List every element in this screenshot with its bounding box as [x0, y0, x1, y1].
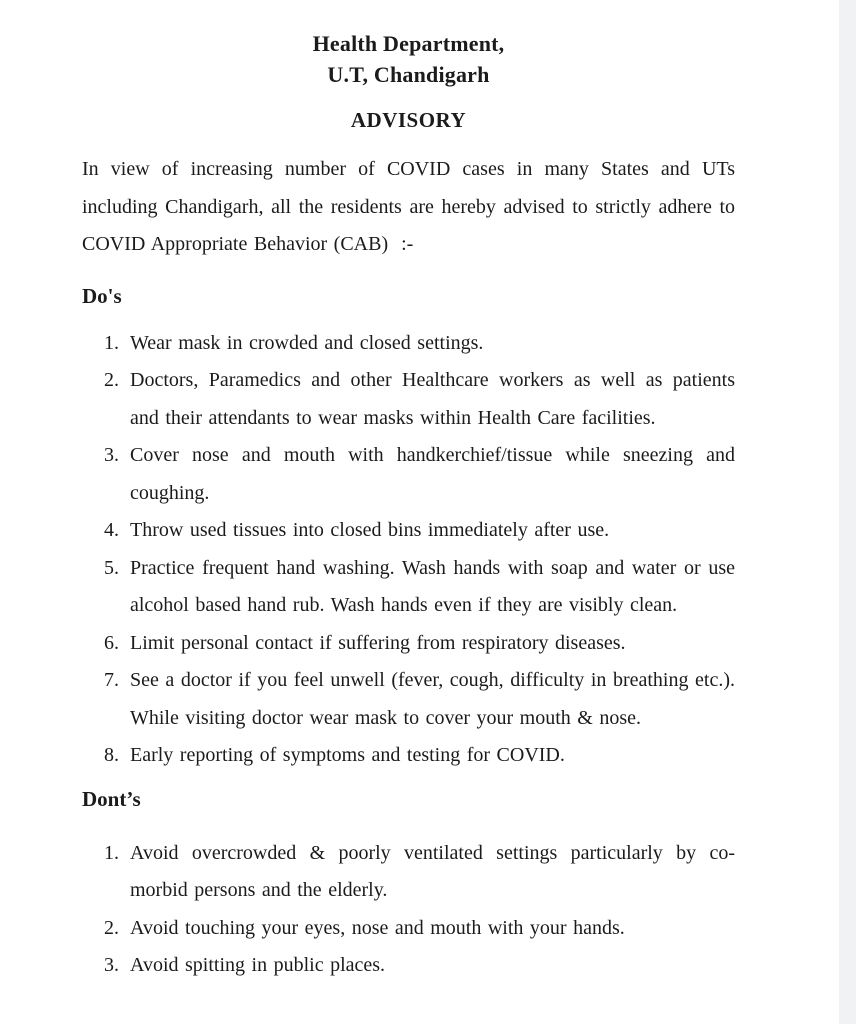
- list-item-number: 1.: [104, 841, 119, 864]
- list-item: [82, 737, 735, 775]
- list-item: [82, 512, 735, 550]
- list-item-number: 7.: [104, 669, 119, 691]
- advisory-document: [82, 0, 735, 985]
- list-item-text: Throw used tissues into closed bins immediately after use.: [130, 519, 610, 541]
- list-item: [82, 437, 735, 512]
- list-item-text: Avoid overcrowded & poorly ventilated settings particularly by co-morbid persons and the elderly.: [130, 841, 735, 901]
- advisory-title: ADVISORY: [350, 108, 467, 132]
- list-item-number: 2.: [104, 916, 119, 939]
- list-item-text: Doctors, Paramedics and other Healthcare workers as well as patients and their attendants to wear masks within Health Care facilities.: [130, 369, 735, 429]
- list-item-text: Avoid touching your eyes, nose and mouth with your hands.: [130, 916, 625, 939]
- dos-heading: Do's: [82, 283, 122, 308]
- list-item-number: 4.: [104, 519, 119, 541]
- list-item-text: Cover nose and mouth with handkerchief/tissue while sneezing and coughing.: [130, 444, 735, 504]
- list-item: [82, 625, 735, 663]
- list-item-number: 3.: [104, 444, 119, 466]
- list-item: [82, 550, 735, 625]
- header-line-1: Health Department,: [312, 31, 505, 56]
- list-item-text: Avoid spitting in public places.: [130, 954, 386, 976]
- list-item-text: Early reporting of symptoms and testing for COVID.: [130, 744, 565, 766]
- list-item: [82, 910, 735, 948]
- donts-list: [82, 835, 735, 985]
- list-item: [82, 835, 735, 910]
- list-item-text: Practice frequent hand washing. Wash hands with soap and water or use alcohol based hand rub. Wash hands even if they are visibly clean.: [130, 556, 735, 616]
- list-item: [82, 662, 735, 737]
- list-item-text: Limit personal contact if suffering from respiratory diseases.: [130, 631, 626, 654]
- list-item-number: 8.: [104, 744, 119, 766]
- list-item-text: See a doctor if you feel unwell (fever, cough, difficulty in breathing etc.). While visiting doctor wear mask to cover your mouth & nose.: [130, 669, 735, 729]
- list-item-text: Wear mask in crowded and closed settings.: [130, 331, 484, 354]
- donts-heading: Dont’s: [82, 786, 141, 811]
- list-item-number: 5.: [104, 556, 119, 579]
- list-item: [82, 325, 735, 363]
- list-item: [82, 362, 735, 437]
- header-line-2: U.T, Chandigarh: [327, 62, 490, 87]
- right-edge-strip: [839, 0, 856, 1024]
- document-header: [82, 28, 735, 90]
- list-item-number: 3.: [104, 954, 119, 976]
- list-item-number: 6.: [104, 631, 119, 654]
- list-item-number: 1.: [104, 331, 119, 354]
- list-item-number: 2.: [104, 369, 119, 391]
- dos-list: [82, 325, 735, 775]
- list-item: [82, 947, 735, 985]
- intro-paragraph: In view of increasing number of COVID cases in many States and UTs including Chandigarh, all the residents are hereby advised to strictly adhere to COVID Appropriate Behavior (CAB) :-: [82, 158, 735, 255]
